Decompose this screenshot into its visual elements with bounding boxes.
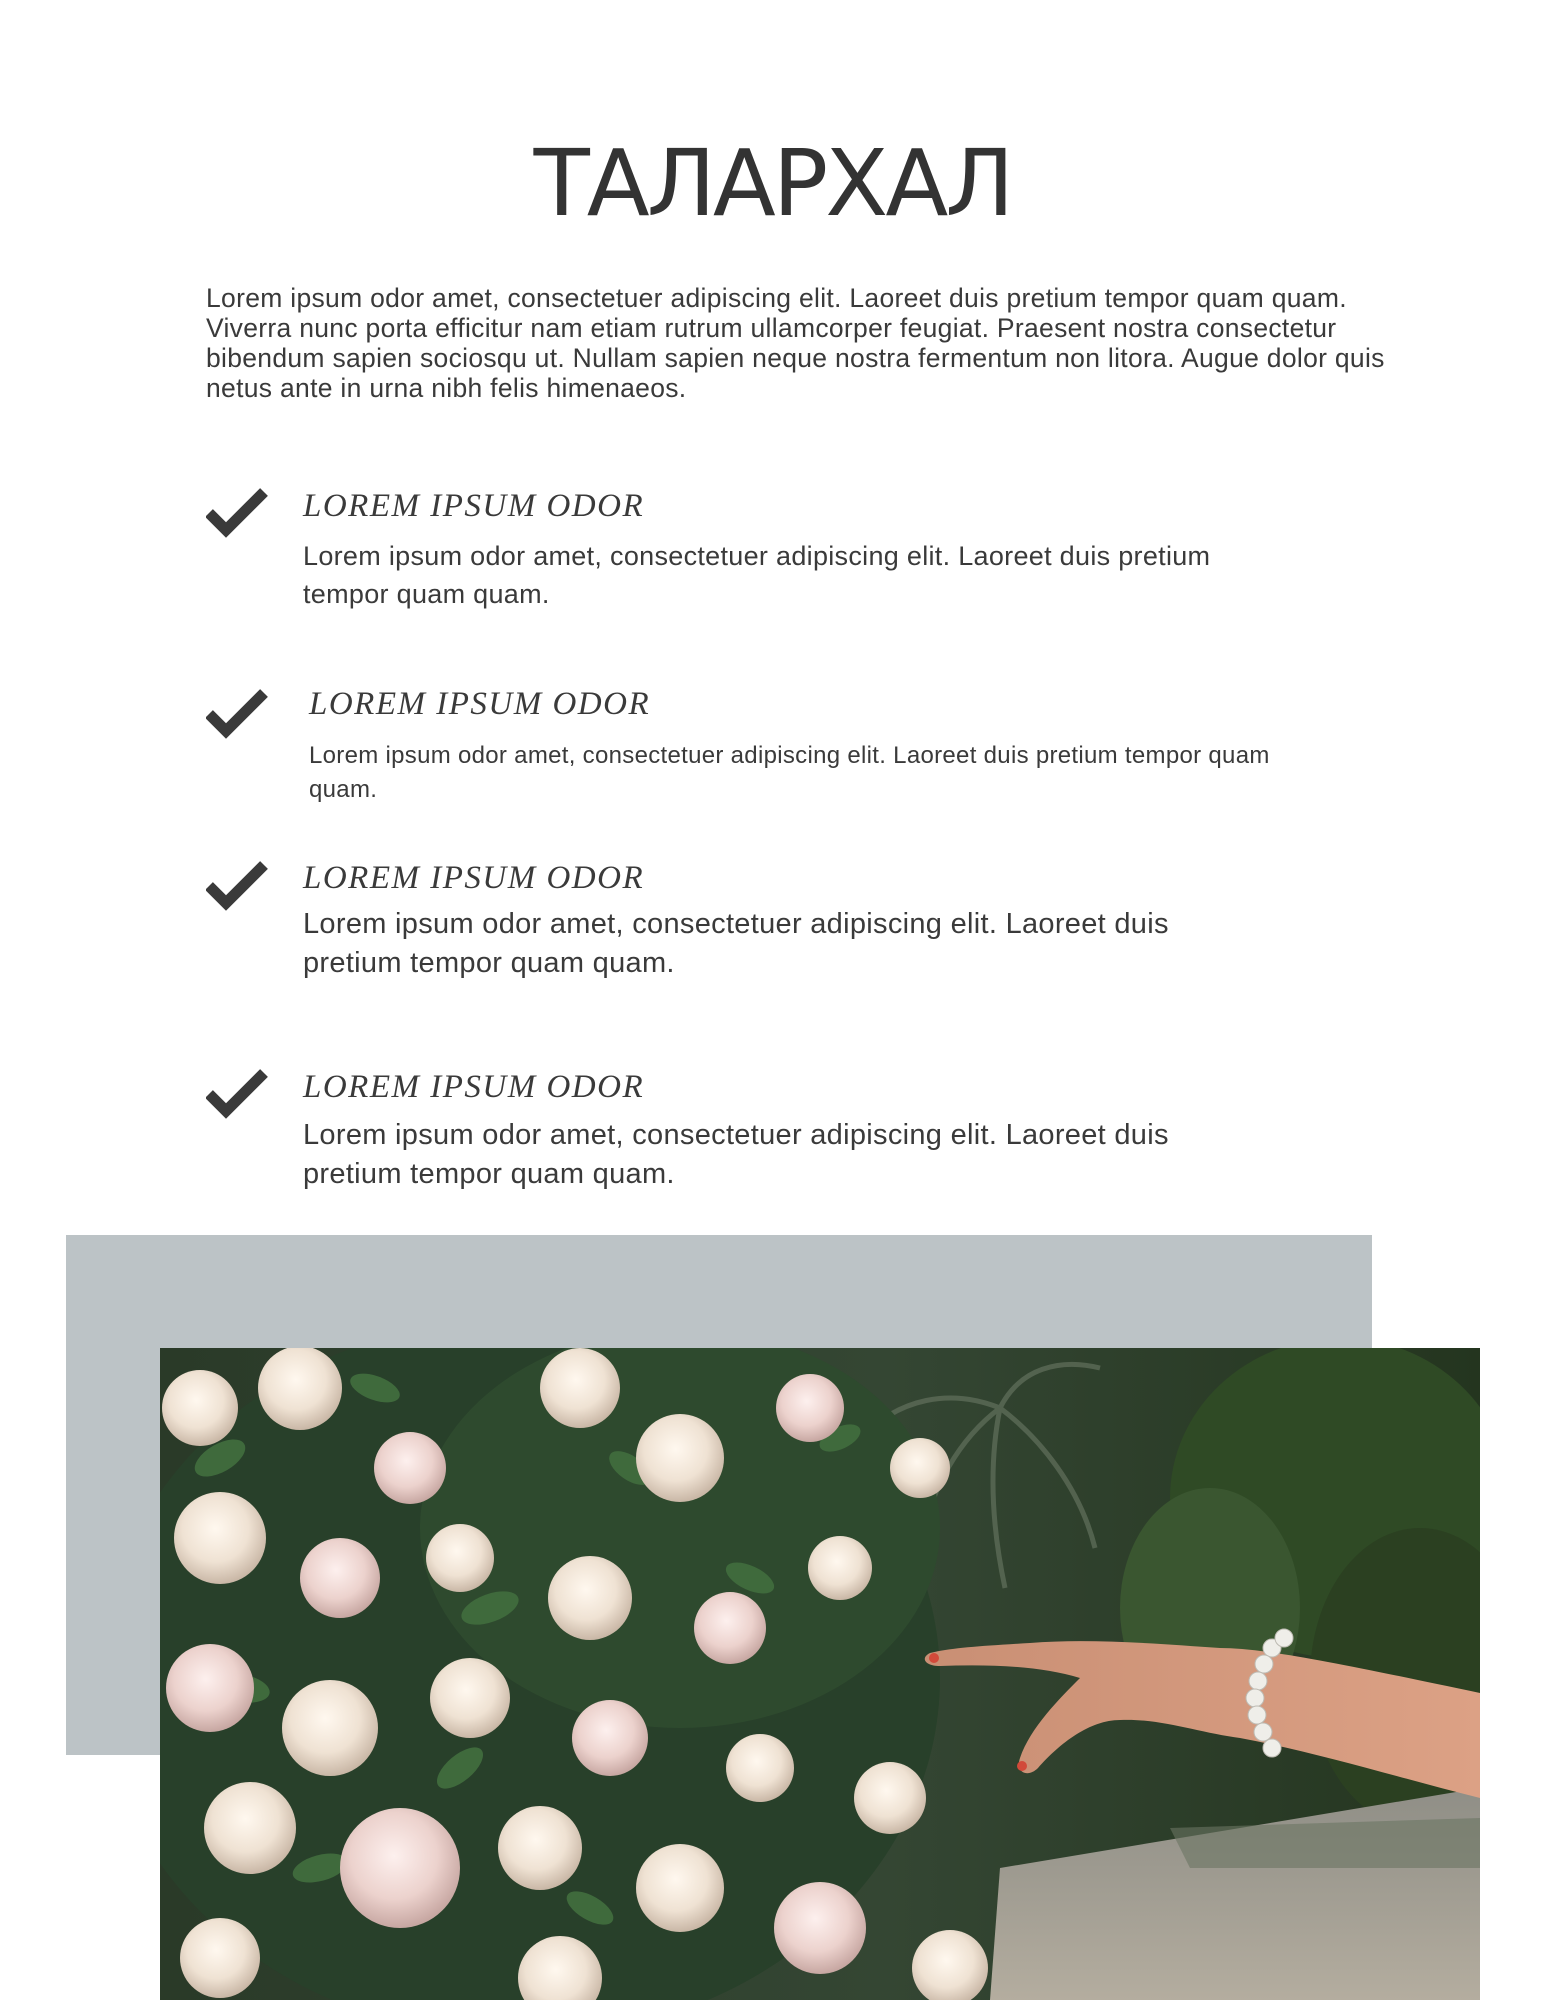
checkmark-icon xyxy=(206,487,268,539)
item-text: Lorem ipsum odor amet, consectetuer adipiscing elit. Laoreet duis pretium tempor quam quam. xyxy=(309,742,1270,803)
item-text: Lorem ipsum odor amet, consectetuer adipiscing elit. Laoreet duis pretium tempor quam quam. xyxy=(303,908,1169,979)
intro-paragraph: Lorem ipsum odor amet, consectetuer adipiscing elit. Laoreet duis pretium tempor quam quam. Viverra nunc porta efficitur nam etiam rutrum ullamcorper feugiat. Praesent nostra consectetur bibendum sapien sociosqu ut. Nullam sapien neque nostra fermentum non litora. Augue dolor quis netus ante in urna nibh felis himenaeos. xyxy=(206,283,1385,403)
item-heading: LOREM IPSUM ODOR xyxy=(303,488,645,524)
item-heading: LOREM IPSUM ODOR xyxy=(303,1069,645,1105)
checkmark-icon xyxy=(206,1068,268,1120)
page-title: ТАЛАРХАЛ xyxy=(533,130,1012,237)
item-text: Lorem ipsum odor amet, consectetuer adipiscing elit. Laoreet duis pretium tempor quam quam. xyxy=(303,541,1211,609)
item-text: Lorem ipsum odor amet, consectetuer adipiscing elit. Laoreet duis pretium tempor quam quam. xyxy=(303,1119,1169,1190)
checkmark-icon xyxy=(206,688,268,740)
item-heading: LOREM IPSUM ODOR xyxy=(309,686,651,722)
checkmark-icon xyxy=(206,860,268,912)
item-heading: LOREM IPSUM ODOR xyxy=(303,860,645,896)
hand-touching-white-roses-photo xyxy=(160,1348,1480,2000)
